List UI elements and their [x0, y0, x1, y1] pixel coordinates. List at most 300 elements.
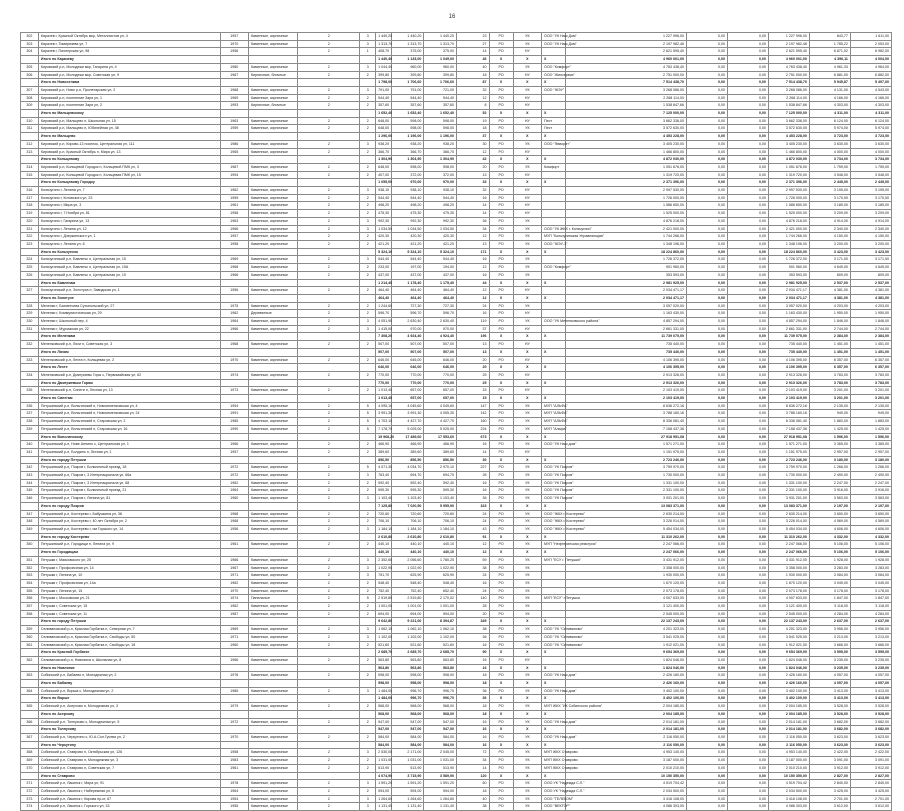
- table-cell: 2 268 114,00: [768, 94, 809, 102]
- table-cell: 0,00: [687, 356, 728, 364]
- table-cell: РО: [489, 579, 513, 587]
- table-cell: 1972: [220, 472, 248, 480]
- table-cell: 1 331 100,00: [566, 479, 687, 487]
- table-cell: Каменные, кирпичные: [248, 402, 297, 410]
- table-cell: 3 572 630,00: [566, 125, 687, 133]
- table-cell: [21, 726, 39, 734]
- table-cell: 1 062,10: [424, 626, 457, 634]
- table-cell: 20: [456, 163, 489, 171]
- table-cell: Меленковский р-н, Синеги п, Лесная ул, 13: [38, 387, 220, 395]
- table-cell: УК: [513, 240, 541, 248]
- table-cell: 2: [298, 387, 360, 395]
- table-cell: [542, 256, 566, 264]
- table-cell: 42: [456, 156, 489, 164]
- table-cell: [21, 56, 39, 64]
- table-cell: 2 053,00: [850, 40, 891, 48]
- table-cell: [360, 279, 376, 287]
- table-cell: 348: [21, 518, 39, 526]
- table-cell: [542, 341, 566, 349]
- table-cell: РО: [489, 194, 513, 202]
- table-cell: [220, 279, 248, 287]
- table-cell: 355: [21, 587, 39, 595]
- table-cell: X: [489, 710, 513, 718]
- table-cell: Кольчугинский р-н, Бавлены п, Центральная ул, 15А: [38, 264, 220, 272]
- table-cell: [248, 79, 297, 87]
- table-cell: 4 007 633,00: [566, 595, 687, 603]
- table-cell: 4 000,00: [850, 148, 891, 156]
- table-cell: [360, 710, 376, 718]
- table-cell: 12: [456, 549, 489, 557]
- table-cell: 1 013,40: [376, 387, 392, 395]
- table-cell: 1959: [220, 194, 248, 202]
- table-cell: РО: [489, 487, 513, 495]
- table-cell: [220, 741, 248, 749]
- table-cell: Каменные, кирпичные: [248, 125, 297, 133]
- table-cell: X: [513, 348, 541, 356]
- table-cell: 224: [456, 425, 489, 433]
- table-cell: ООО "УК Меленковского района": [542, 318, 566, 326]
- table-cell: 1 484,00: [376, 695, 392, 703]
- table-cell: Каменные, кирпичные: [248, 410, 297, 418]
- table-cell: 5: [360, 410, 376, 418]
- table-cell: 2 630,40: [391, 318, 424, 326]
- table-row: [21, 40, 892, 48]
- table-cell: 0,00: [687, 348, 728, 356]
- table-cell: [298, 133, 360, 141]
- table-cell: 2: [298, 764, 360, 772]
- table-row: [21, 402, 892, 410]
- table-cell: 2: [360, 579, 376, 587]
- table-cell: Каменные, кирпичные: [248, 564, 297, 572]
- table-cell: 9 642,80: [376, 618, 392, 626]
- table-cell: 1 131,40: [391, 803, 424, 811]
- table-cell: [248, 618, 297, 626]
- table-cell: 770,00: [376, 371, 392, 379]
- table-cell: 2 073 178,00: [566, 587, 687, 595]
- table-cell: 592,40: [424, 479, 457, 487]
- table-cell: Кольчугино г, Мира ул, 3: [38, 202, 220, 210]
- table-cell: Итого по Ворше: [38, 695, 220, 703]
- table-cell: 992,30: [424, 217, 457, 225]
- table-cell: 2: [298, 472, 360, 480]
- table-cell: Каменные, кирпичные: [248, 610, 297, 618]
- table-cell: НУ: [513, 325, 541, 333]
- table-cell: 15: [456, 395, 489, 403]
- table-cell: 3 423,00: [850, 248, 891, 256]
- table-cell: [248, 395, 297, 403]
- table-cell: 646,00: [391, 364, 424, 372]
- table-cell: 0,00: [727, 294, 768, 302]
- table-cell: 507,00: [391, 341, 424, 349]
- table-cell: 40: [456, 63, 489, 71]
- table-cell: 3: [360, 318, 376, 326]
- table-cell: 3: [360, 256, 376, 264]
- table-cell: 1 051 676,00: [566, 163, 687, 171]
- table-cell: 2 014 181,00: [566, 718, 687, 726]
- table-cell: [542, 356, 566, 364]
- table-cell: [220, 772, 248, 780]
- table-cell: 3 171,00: [809, 256, 850, 264]
- table-cell: 87: [456, 79, 489, 87]
- table-cell: 350: [21, 541, 39, 549]
- table-row: [21, 710, 892, 718]
- table-cell: Петушинский р-н, Вольгинский п, Новосеменковская ул, 4: [38, 402, 220, 410]
- table-cell: Петушинский р-н, Вольгинский п, Новосеменковская ул, 24: [38, 410, 220, 418]
- table-cell: 22 137 243,00: [768, 618, 809, 626]
- table-cell: 4 519 704,42: [768, 780, 809, 788]
- table-cell: 3 563,00: [809, 495, 850, 503]
- table-cell: 16: [456, 726, 489, 734]
- table-cell: 16: [456, 441, 489, 449]
- table-row: [21, 780, 892, 788]
- table-cell: МУП ЖКХ Ставрово: [542, 764, 566, 772]
- table-cell: 2: [298, 125, 360, 133]
- table-cell: 3 623,00: [809, 741, 850, 749]
- table-cell: [360, 294, 376, 302]
- table-cell: X: [489, 110, 513, 118]
- table-cell: 0,00: [687, 318, 728, 326]
- table-cell: X: [489, 549, 513, 557]
- table-cell: 0,00: [687, 163, 728, 171]
- table-cell: Каменные, кирпичные: [248, 325, 297, 333]
- table-cell: 34: [456, 225, 489, 233]
- table-cell: 2: [298, 217, 360, 225]
- table-cell: 357,60: [376, 102, 392, 110]
- table-cell: 0,00: [727, 764, 768, 772]
- table-cell: 1 824 046,00: [566, 664, 687, 672]
- table-row: [21, 395, 892, 403]
- table-cell: Итого по Лехте: [38, 364, 220, 372]
- table-cell: 1 034,50: [424, 225, 457, 233]
- table-cell: 0,00: [687, 741, 728, 749]
- table-cell: 307: [21, 86, 39, 94]
- table-cell: 3: [360, 572, 376, 580]
- table-cell: РО: [489, 310, 513, 318]
- table-cell: Кировский р-н, Кольцевой Городок п, Кольцевая ПМК ул, 15: [38, 171, 220, 179]
- table-cell: 3 195,00: [809, 187, 850, 195]
- table-cell: [360, 549, 376, 557]
- table-cell: X: [489, 680, 513, 688]
- table-cell: X: [542, 772, 566, 780]
- table-cell: 2 490,00: [850, 472, 891, 480]
- table-cell: 1966: [220, 225, 248, 233]
- table-cell: Кольчугино г, Гагарина ул, 13: [38, 217, 220, 225]
- table-cell: 2: [298, 780, 360, 788]
- table-cell: 544,40: [376, 256, 392, 264]
- table-cell: X: [542, 710, 566, 718]
- table-cell: 5 454 034,00: [566, 526, 687, 534]
- table-cell: 0,00: [687, 472, 728, 480]
- table-cell: 1 131,40: [424, 803, 457, 811]
- table-cell: 20: [456, 610, 489, 618]
- table-cell: [21, 456, 39, 464]
- table-cell: 2 445,00: [809, 179, 850, 187]
- table-cell: Кировский р-н, поселение Заря ул, 1: [38, 94, 220, 102]
- table-cell: РО: [489, 171, 513, 179]
- table-cell: [542, 325, 566, 333]
- table-cell: 1 706,60: [391, 79, 424, 87]
- table-cell: 23: [456, 33, 489, 41]
- table-cell: НУ: [513, 310, 541, 318]
- table-cell: 3 623,00: [850, 733, 891, 741]
- table-cell: 2: [298, 610, 360, 618]
- table-cell: УК: [513, 787, 541, 795]
- table-cell: 321: [21, 225, 39, 233]
- table-cell: 3: [360, 140, 376, 148]
- table-cell: Кирпичные, блочные: [248, 71, 297, 79]
- table-cell: 547,00: [391, 718, 424, 726]
- table-cell: 1 883,00: [850, 418, 891, 426]
- table-cell: 0,00: [687, 710, 728, 718]
- table-cell: 308: [21, 94, 39, 102]
- table-cell: Итого по городу Петушки: [38, 456, 220, 464]
- table-cell: 598,00: [424, 163, 457, 171]
- table-cell: Каменные, кирпичные: [248, 318, 297, 326]
- table-cell: 18: [456, 125, 489, 133]
- table-cell: 3 365,00: [809, 441, 850, 449]
- table-cell: Итого по Кольцевому: [38, 156, 220, 164]
- table-cell: X: [542, 248, 566, 256]
- table-cell: X: [489, 348, 513, 356]
- table-cell: Итого по Красной Горбатке: [38, 649, 220, 657]
- table-cell: 3 118,00: [809, 603, 850, 611]
- table-cell: 16: [456, 487, 489, 495]
- table-cell: 1 846,00: [850, 318, 891, 326]
- table-cell: 1971: [220, 633, 248, 641]
- table-cell: 4 914,00: [809, 217, 850, 225]
- table-cell: РО: [489, 518, 513, 526]
- table-cell: 1 425,00: [809, 425, 850, 433]
- table-cell: 3 666,00: [850, 641, 891, 649]
- table-cell: 375,00: [391, 48, 424, 56]
- table-cell: 1 586 650,00: [566, 202, 687, 210]
- table-row: [21, 387, 892, 395]
- table-cell: [248, 433, 297, 441]
- table-cell: 2: [360, 264, 376, 272]
- table-cell: X: [513, 649, 541, 657]
- table-cell: 547,00: [391, 726, 424, 734]
- table-cell: X: [513, 456, 541, 464]
- table-cell: 3: [360, 40, 376, 48]
- table-cell: 1979: [220, 703, 248, 711]
- table-cell: 521,60: [391, 641, 424, 649]
- table-cell: Кировский р-н, Кольцевой Городок п, Кольцевой ПМК ул, 3: [38, 163, 220, 171]
- table-cell: Кировский р-н, Мальцево п, Школьная ул, 15: [38, 117, 220, 125]
- table-cell: Каменные, кирпичные: [248, 187, 297, 195]
- table-row: [21, 56, 892, 64]
- table-row: [21, 302, 892, 310]
- table-cell: УК: [513, 795, 541, 803]
- table-cell: ООО "УК Покров": [542, 487, 566, 495]
- table-cell: РО: [489, 94, 513, 102]
- table-cell: 694,00: [376, 610, 392, 618]
- table-cell: 2: [360, 94, 376, 102]
- table-cell: Каменные, кирпичные: [248, 287, 297, 295]
- table-cell: 13: [456, 341, 489, 349]
- table-cell: 646,00: [376, 364, 392, 372]
- table-cell: 4 086 303,00: [566, 803, 687, 811]
- table-cell: РО: [489, 217, 513, 225]
- table-cell: 2: [360, 163, 376, 171]
- table-cell: 598,00: [391, 117, 424, 125]
- table-cell: 3 413,00: [850, 695, 891, 703]
- table-cell: 2 701,00: [809, 795, 850, 803]
- table-cell: 3 235,00: [809, 656, 850, 664]
- table-cell: 0,00: [727, 233, 768, 241]
- table-cell: 5 106,00: [809, 549, 850, 557]
- table-cell: 3: [360, 626, 376, 634]
- table-cell: 563,80: [424, 664, 457, 672]
- table-row: [21, 371, 892, 379]
- table-cell: УК: [513, 803, 541, 811]
- table-cell: РО: [489, 603, 513, 611]
- table-cell: УК: [513, 749, 541, 757]
- table-cell: Кольчугино г, 7 Ноября ул, 81: [38, 210, 220, 218]
- table-cell: 0,00: [727, 672, 768, 680]
- table-cell: 3 235,00: [850, 656, 891, 664]
- table-cell: 3 630,00: [850, 140, 891, 148]
- table-cell: ООО "ЖЭУ-3": [542, 240, 566, 248]
- table-cell: 1 296,00: [376, 133, 392, 141]
- table-cell: РО: [489, 610, 513, 618]
- table-cell: 6 357,00: [850, 356, 891, 364]
- table-cell: 5: [360, 418, 376, 426]
- table-cell: X: [542, 79, 566, 87]
- table-cell: 2 637,00: [809, 618, 850, 626]
- table-cell: 646,00: [424, 364, 457, 372]
- table-cell: 3 118,00: [850, 603, 891, 611]
- table-cell: РО: [489, 86, 513, 94]
- table-cell: [248, 772, 297, 780]
- table-cell: Каменные, кирпичные: [248, 487, 297, 495]
- table-cell: 3 682,00: [850, 718, 891, 726]
- table-cell: 1 586 650,00: [768, 202, 809, 210]
- table-cell: УК: [513, 479, 541, 487]
- table-cell: 38: [456, 626, 489, 634]
- table-cell: 1 034,50: [376, 225, 392, 233]
- table-cell: 2: [298, 795, 360, 803]
- table-cell: 0,00: [727, 395, 768, 403]
- table-cell: 1 264,60: [376, 795, 392, 803]
- table-cell: УК: [513, 418, 541, 426]
- table-cell: 996,70: [391, 687, 424, 695]
- table-cell: 3 528,00: [809, 703, 850, 711]
- table-cell: 7 178,70: [376, 425, 392, 433]
- table-cell: 0,00: [727, 425, 768, 433]
- table-cell: 313: [21, 148, 39, 156]
- table-cell: 372: [21, 787, 39, 795]
- table-cell: 32: [456, 86, 489, 94]
- table-cell: 1987: [220, 610, 248, 618]
- table-cell: РО: [489, 803, 513, 811]
- table-cell: 2 421 000,00: [768, 225, 809, 233]
- table-cell: 0,00: [687, 395, 728, 403]
- table-cell: 8 636 272,16: [566, 402, 687, 410]
- table-cell: 2 426 160,00: [768, 672, 809, 680]
- table-cell: 4 381,00: [850, 287, 891, 295]
- table-cell: 2: [298, 687, 360, 695]
- table-cell: Собинский р-н, Воршa с, Молодежная ул, 2: [38, 687, 220, 695]
- table-row: [21, 595, 892, 603]
- table-cell: УК: [513, 587, 541, 595]
- table-cell: 2 490,00: [809, 472, 850, 480]
- table-cell: 1 034,50: [391, 225, 424, 233]
- table-cell: 0,00: [687, 656, 728, 664]
- table-cell: Итого по городу Покров: [38, 502, 220, 510]
- table-cell: Собинский р-н, Лакинск г, Мира ул, 91: [38, 780, 220, 788]
- table-cell: ООО "УК Наш дом": [542, 687, 566, 695]
- table-cell: 2: [360, 371, 376, 379]
- table-cell: 0,00: [727, 726, 768, 734]
- table-cell: 2 247,00: [809, 479, 850, 487]
- table-cell: УК: [513, 86, 541, 94]
- table-cell: 0,00: [687, 202, 728, 210]
- table-cell: 568,00: [376, 703, 392, 711]
- table-row: [21, 687, 892, 695]
- table-row: [21, 33, 892, 41]
- table-cell: X: [489, 179, 513, 187]
- table-cell: Каменные, кирпичные: [248, 633, 297, 641]
- table-cell: [360, 348, 376, 356]
- table-cell: Каменные, кирпичные: [248, 356, 297, 364]
- table-row: [21, 248, 892, 256]
- table-cell: 2 340,00: [809, 225, 850, 233]
- table-cell: 357,60: [424, 102, 457, 110]
- table-cell: 2 014 181,00: [768, 718, 809, 726]
- table-cell: [298, 110, 360, 118]
- table-cell: 0,00: [687, 441, 728, 449]
- table-cell: [21, 333, 39, 341]
- table-cell: [298, 664, 360, 672]
- table-cell: [360, 664, 376, 672]
- table-cell: 4 034,70: [391, 464, 424, 472]
- table-cell: 2: [298, 541, 360, 549]
- table-row: [21, 656, 892, 664]
- table-cell: 2 545 000,00: [566, 610, 687, 618]
- table-cell: 2: [298, 287, 360, 295]
- table-cell: [21, 294, 39, 302]
- table-cell: 1962: [220, 479, 248, 487]
- table-cell: 4 332,00: [850, 533, 891, 541]
- table-cell: 1 264,60: [424, 795, 457, 803]
- table-cell: 727,30: [391, 302, 424, 310]
- table-cell: 4 427,70: [424, 418, 457, 426]
- table-cell: 2 056,60: [391, 556, 424, 564]
- table-cell: 938,20: [391, 140, 424, 148]
- table-cell: РО: [489, 672, 513, 680]
- table-cell: X: [513, 179, 541, 187]
- table-cell: 9 654 369,00: [768, 649, 809, 657]
- table-cell: 1 670 120,00: [768, 579, 809, 587]
- table-cell: 6 357,00: [850, 364, 891, 372]
- table-cell: 0,00: [727, 56, 768, 64]
- table-cell: [248, 294, 297, 302]
- table-row: [21, 287, 892, 295]
- table-cell: 598,00: [391, 680, 424, 688]
- table-cell: 584,00: [424, 741, 457, 749]
- table-row: [21, 448, 892, 456]
- table-cell: 996,70: [424, 695, 457, 703]
- table-cell: [248, 110, 297, 118]
- table-cell: 2: [298, 225, 360, 233]
- table-cell: 3 084,00: [850, 572, 891, 580]
- table-cell: 1 266,00: [809, 464, 850, 472]
- table-cell: 3: [360, 63, 376, 71]
- table-cell: 2: [298, 556, 360, 564]
- table-cell: 598,00: [424, 117, 457, 125]
- table-cell: 2: [298, 672, 360, 680]
- table-cell: [248, 379, 297, 387]
